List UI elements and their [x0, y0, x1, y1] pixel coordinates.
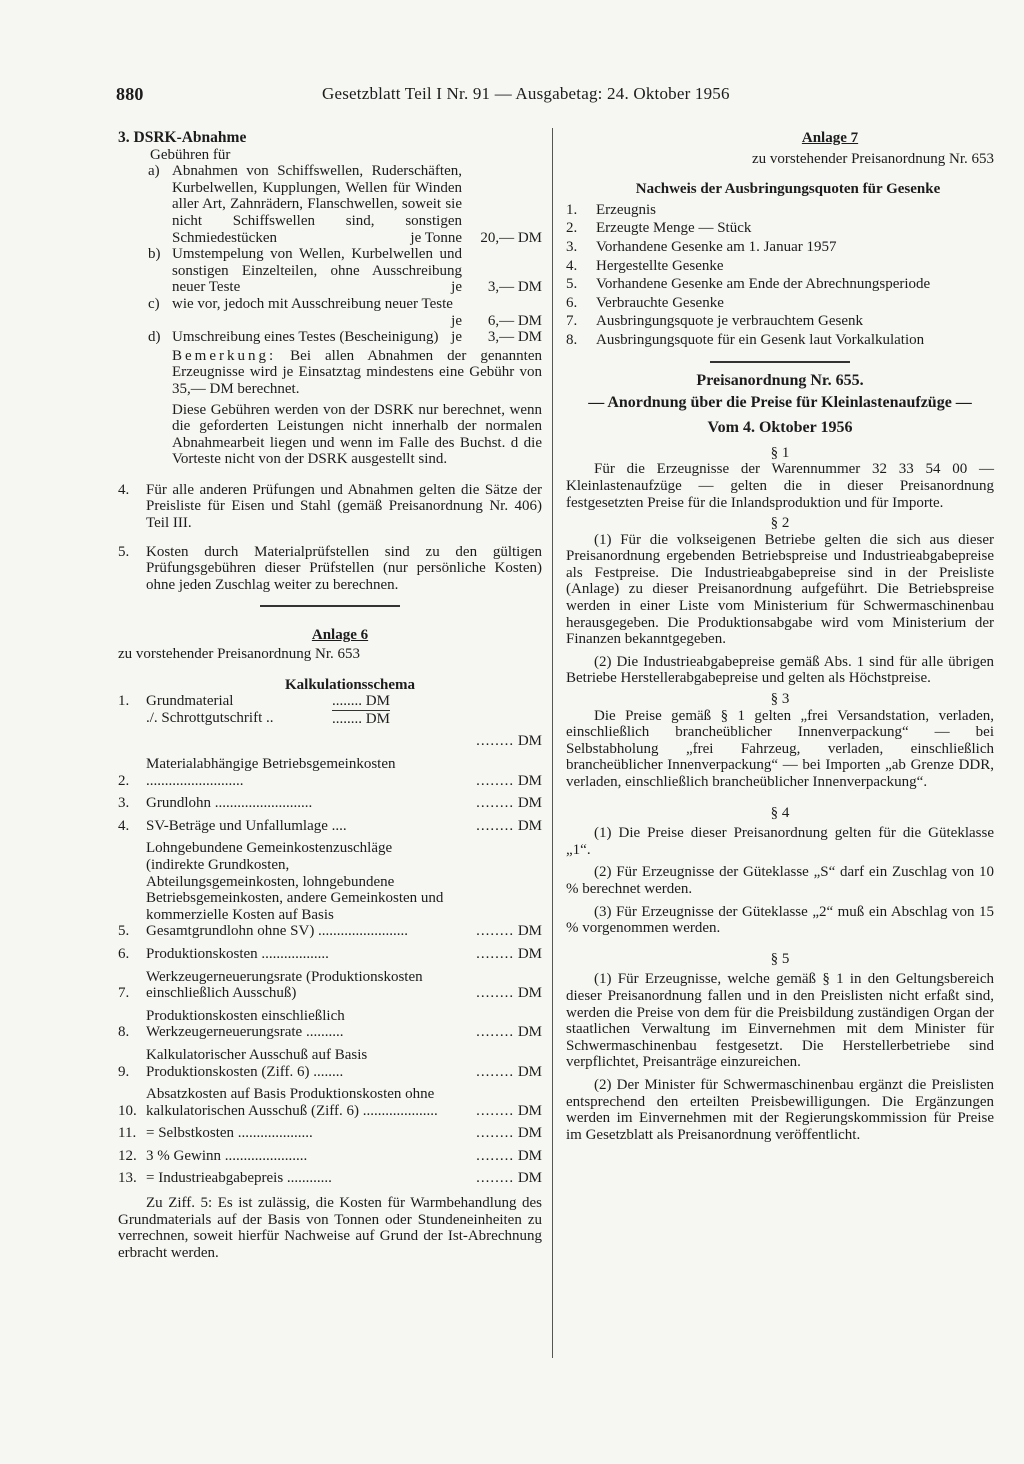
- kalk-unit: DM: [517, 923, 542, 940]
- fee-list: [118, 163, 542, 346]
- fee-item-text: [172, 296, 462, 329]
- anlage-7-title: [566, 130, 994, 147]
- fee-item-unit: je: [451, 329, 462, 346]
- kalkulation-title: Kalkulationsschema: [284, 676, 416, 693]
- fee-item-amount: 20,— DM: [480, 229, 542, 246]
- kalk-unit: DM: [517, 945, 542, 962]
- pa-title: Preisanordnung Nr. 655.: [696, 371, 864, 389]
- fee-item-unit: je: [451, 312, 462, 329]
- paragraph-3-heading: § 3: [770, 691, 790, 708]
- kalk-dots: ........: [476, 1125, 515, 1142]
- point-4: [118, 482, 542, 532]
- kalk-unit: DM: [517, 817, 542, 834]
- nachweis-text: Vorhandene Gesenke am 1. Januar 1957: [596, 238, 837, 255]
- nachweis-item: [566, 313, 994, 330]
- kalk-amount: [444, 923, 542, 940]
- bemerkung-label: Bemerkung:: [172, 347, 277, 364]
- kalk-amount: [444, 733, 542, 750]
- nachweis-text: Verbrauchte Gesenke: [596, 294, 724, 311]
- kalk-row: [118, 1148, 542, 1165]
- paragraph-4-p1: (1) Die Preise dieser Preisanordnung gelten für die Güteklasse „1“.: [566, 825, 994, 858]
- nachweis-text: Erzeugte Menge — Stück: [596, 220, 752, 237]
- fee-item: [148, 296, 542, 329]
- fee-item-amount: 3,— DM: [487, 279, 542, 296]
- anlage-6-subtitle: zu vorstehender Preisanordnung Nr. 653: [118, 646, 361, 663]
- fee-item-unit: je: [451, 279, 462, 296]
- kalk-text: Lohngebundene Gemeinkostenzuschläge (indirekte Grundkosten, Abteilungsgemeinkosten, lohngebundene Betriebsgemeinkosten, andere Gemeinkosten und kommerzielle Kosten auf Basis Gesamtgrundlohn ohne SV) ........................: [146, 840, 444, 940]
- point-5: [118, 544, 542, 594]
- kalk-row-1b: [118, 710, 542, 728]
- kalk-dots: ........: [476, 1024, 515, 1041]
- nachweis-num: 8.: [566, 331, 578, 348]
- kalk-text: Werkzeugerneuerungsrate (Produktionskosten einschließlich Ausschuß): [146, 968, 423, 1002]
- kalk-num: 9.: [118, 1063, 130, 1080]
- section-3-subtitle: Gebühren für: [150, 146, 231, 163]
- fee-item-unit: je Tonne: [410, 229, 462, 246]
- paragraph-5-p2: (2) Der Minister für Schwermaschinenbau ergänzt die Preislisten entsprechend den erteilten Preisbewilligungen. Die Ergänzungen werden im Einvernehmen mit der Regierungskommission für Preise im Gesetzblatt als Preisanordnung veröffentlicht.: [566, 1076, 994, 1143]
- kalk-num: 3.: [118, 795, 130, 812]
- fee-item-label: d): [148, 329, 161, 346]
- kalk-text: [146, 693, 444, 710]
- paragraph-1-text: Für die Erzeugnisse der Warennummer 32 33 54 00 — Kleinlastenaufzüge — gelten die in dieser Preisanordnung festgesetzten Preise für die Inlandsproduktion und für Importe.: [566, 461, 994, 511]
- kalk-amount: [444, 1064, 542, 1081]
- kalk-text: Grundlohn ..........................: [146, 795, 313, 812]
- kalk-row: [118, 1125, 542, 1142]
- fee-item-text: [172, 163, 462, 246]
- kalk-1b-amount: ........ DM: [332, 710, 390, 727]
- nachweis-item: [566, 332, 994, 349]
- nachweis-text: Ausbringungsquote für ein Gesenk laut Vorkalkulation: [596, 331, 925, 348]
- nachweis-num: 1.: [566, 201, 578, 218]
- left-column: [118, 130, 542, 1261]
- kalk-amount: [444, 1170, 542, 1187]
- kalk-amount: [444, 795, 542, 812]
- kalk-text: Produktionskosten ..................: [146, 945, 329, 962]
- nachweis-item: [566, 239, 994, 256]
- kalk-row: [118, 969, 542, 1002]
- nachweis-num: 3.: [566, 238, 578, 255]
- kalk-dots: ........: [476, 923, 515, 940]
- nachweis-text: Vorhandene Gesenke am Ende der Abrechnungsperiode: [596, 276, 931, 293]
- kalk-text: [146, 710, 444, 728]
- kalk-amount: [444, 1125, 542, 1142]
- bemerkung-text: Bei allen Abnahmen der genannten Erzeugnisse wird je Einsatztag mindestens eine Gebühr von 35,— DM berechnet.: [172, 347, 542, 397]
- kalk-row-1: [118, 693, 542, 710]
- kalk-dots: ........: [476, 733, 515, 750]
- kalk-unit: DM: [517, 1063, 542, 1080]
- fee-item: [148, 163, 542, 246]
- kalk-row: [118, 795, 542, 812]
- kalk-row: [118, 946, 542, 963]
- kalk-row: [118, 1047, 542, 1080]
- page-title: Gesetzblatt Teil I Nr. 91 — Ausgabetag: 24. Oktober 1956: [322, 84, 730, 103]
- fee-item-desc: wie vor, jedoch mit Ausschreibung neuer Teste: [172, 295, 453, 312]
- kalk-unit: DM: [517, 772, 542, 789]
- kalk-row: [118, 840, 542, 940]
- anlage-7-subtitle: zu vorstehender Preisanordnung Nr. 653: [751, 150, 994, 167]
- column-divider: [552, 128, 553, 1358]
- kalk-amount: [444, 818, 542, 835]
- anlage-6-title: [118, 627, 542, 644]
- paragraph-2-heading: § 2: [770, 515, 790, 532]
- kalk-row: [118, 1086, 542, 1119]
- section-rule: [260, 605, 400, 607]
- nachweis-title: Nachweis der Ausbringungsquoten für Gesenke: [635, 181, 941, 198]
- paragraph-2-p2: (2) Die Industrieabgabepreise gemäß Abs. 1 sind für alle übrigen Betriebe Herstellerabgabepreise und gelten als Höchstpreise.: [566, 653, 994, 687]
- kalk-row: [118, 756, 542, 789]
- fee-item-label: a): [148, 163, 160, 180]
- kalk-unit: DM: [517, 1125, 542, 1142]
- kalk-dots: ........: [476, 1170, 515, 1187]
- nachweis-text: Hergestellte Gesenke: [596, 257, 724, 274]
- nachweis-num: 2.: [566, 220, 578, 237]
- kalk-dots: ........: [476, 1102, 515, 1119]
- kalk-num: 11.: [118, 1125, 137, 1142]
- pa-subtitle: — Anordnung über die Preise für Kleinlastenaufzüge —: [588, 394, 972, 412]
- kalk-text: Materialabhängige Betriebsgemeinkosten ..........................: [146, 756, 396, 789]
- fee-item-desc: Umstempelung von Wellen, Kurbelwellen und sonstigen Einzelteilen, ohne Ausschreibung neuer Teste: [172, 246, 462, 296]
- nachweis-item: [566, 295, 994, 312]
- kalk-row: [118, 1170, 542, 1187]
- paragraph-3-text: Die Preise gemäß § 1 gelten „frei Versandstation, verladen, einschließlich brancheüblicher Innenverpackung“ — bei Selbstabholung „frei Fahrzeug, verladen, einschließlich brancheüblicher Innenverpackung“ — bei Importen „ab Grenze DDR, verladen, einschließlich brancheüblicher Innenverpackung“.: [566, 707, 994, 790]
- paragraph-1-heading: § 1: [770, 444, 790, 461]
- paragraph-5-heading: § 5: [770, 950, 790, 967]
- kalk-num: 12.: [118, 1147, 137, 1164]
- kalk-amount: [444, 985, 542, 1002]
- kalk-amount: [444, 1148, 542, 1165]
- kalk-unit: DM: [517, 795, 542, 812]
- nachweis-list: [566, 202, 994, 349]
- kalk-text: Produktionskosten einschließlich Werkzeugerneuerungsrate ..........: [146, 1007, 345, 1041]
- nachweis-item: [566, 276, 994, 293]
- nachweis-text: Erzeugnis: [596, 201, 656, 218]
- bemerkung-paragraph: Diese Gebühren werden von der DSRK nur berechnet, wenn die geforderten Leistungen nicht innerhalb der normalen Abnahmearbeit liegen und wenn im Falle des Buchst. d die Vorteste nicht von der DSRK ausgestellt sind.: [172, 401, 542, 468]
- fee-item-label: b): [148, 246, 161, 263]
- kalk-text: Absatzkosten auf Basis Produktionskosten ohne kalkulatorischen Ausschuß (Ziff. 6) ....................: [146, 1086, 438, 1119]
- fee-item-text: [172, 329, 462, 346]
- kalk-unit: DM: [517, 1024, 542, 1041]
- kalk-dots: ........: [476, 1147, 515, 1164]
- nachweis-item: [566, 220, 994, 237]
- kalk-1b-text: ./. Schrottgutschrift ..: [146, 709, 274, 726]
- paragraph-2-p1: (1) Für die volkseigenen Betriebe gelten die sich aus dieser Preisanordnung ergebenden Betriebspreise und Industrieabgabepreise als Festpreise. Die Industrieabgabepreise sind in der Preisliste (Anlage) zu dieser Preisanordnung aufgeführt. Die Betriebspreise werden in einer Liste vom Ministerium für Schwermaschinenbau herausgegeben. Die Produktionsabgabe wird vom Ministerium der Finanzen bekanntgegeben.: [566, 531, 994, 648]
- fee-item-label: c): [148, 295, 160, 312]
- point-5-text: Kosten durch Materialprüfstellen sind zu den gültigen Prüfungsgebühren dieser Prüfstellen (nur persönliche Kosten) ohne jeden Zuschlag weiter zu berechnen.: [146, 543, 542, 593]
- nachweis-num: 7.: [566, 313, 578, 330]
- right-column: [566, 130, 994, 1143]
- nachweis-num: 4.: [566, 257, 578, 274]
- fee-item: [148, 246, 542, 296]
- fee-item-desc: Abnahmen von Schiffswellen, Ruderschäften, Kurbelwellen, Kupplungen, Wellen für Winden aller Art, Zahnrädern, Flanschwellen, soweit sie nicht Schiffswellen sind, sonstigen Schmiedestücken: [172, 163, 462, 246]
- nachweis-num: 6.: [566, 294, 578, 311]
- page-header: [116, 84, 806, 114]
- footnote: Zu Ziff. 5: Es ist zulässig, die Kosten für Warmbehandlung des Grundmaterials auf der Basis von Tonnen oder Stundeneinheiten zu verrechnen, soweit hierfür Nachweise auf Grund der Ist-Abrechnung erbracht werden.: [118, 1195, 542, 1261]
- kalk-text: Kalkulatorischer Ausschuß auf Basis Produktionskosten (Ziff. 6) ........: [146, 1046, 368, 1080]
- kalk-num: 13.: [118, 1170, 137, 1187]
- kalk-unit: DM: [517, 1102, 542, 1119]
- kalk-num: 6.: [118, 945, 130, 962]
- kalk-amount: [444, 1024, 542, 1041]
- section-3-title: 3. DSRK-Abnahme: [118, 129, 247, 146]
- point-4-number: 4.: [118, 481, 130, 498]
- fee-item-desc: Umschreibung eines Testes (Bescheinigung): [172, 329, 439, 346]
- kalk-1a-amount: ........ DM: [332, 693, 390, 710]
- kalk-row: [118, 1008, 542, 1041]
- kalk-row: [118, 818, 542, 835]
- fee-item: [148, 329, 542, 346]
- kalk-dots: ........: [476, 945, 515, 962]
- page-number: 880: [116, 84, 144, 104]
- fee-item-amount: 3,— DM: [487, 329, 542, 346]
- kalk-1a-text: Grundmaterial: [146, 693, 234, 710]
- kalk-text: = Industrieabgabepreis ............: [146, 1170, 332, 1187]
- bemerkung: [118, 348, 542, 398]
- kalk-dots: ........: [476, 985, 515, 1002]
- kalk-unit: DM: [517, 733, 542, 750]
- kalk-unit: DM: [517, 985, 542, 1002]
- kalk-unit: DM: [517, 1170, 542, 1187]
- kalk-num: 10.: [118, 1102, 137, 1119]
- kalk-num: 2.: [118, 772, 130, 789]
- paragraph-5-p1: (1) Für Erzeugnisse, welche gemäß § 1 in den Geltungsbereich dieser Preisanordnung fallen und in den Preislisten nicht erfaßt sind, werden die Preise von dem für die Preisbildung zuständigen Organ der staatlichen Verwaltung im Einvernehmen mit dem Minister für Schwermaschinenbau festgesetzt. Die Herstellerbetriebe sind verpflichtet, Preisanträge einzureichen.: [566, 971, 994, 1071]
- fee-item-text: [172, 246, 462, 296]
- pa-date: Vom 4. Oktober 1956: [707, 419, 853, 437]
- fee-item-amount: 6,— DM: [487, 312, 542, 329]
- kalk-num: 7.: [118, 985, 130, 1002]
- kalk-text: 3 % Gewinn ......................: [146, 1147, 308, 1164]
- paragraph-4-p3: (3) Für Erzeugnisse der Güteklasse „2“ muß ein Abschlag von 15 % vorgenommen werden.: [566, 903, 994, 937]
- nachweis-text: Ausbringungsquote je verbrauchtem Gesenk: [596, 313, 864, 330]
- paragraph-4-p2: (2) Für Erzeugnisse der Güteklasse „S“ darf ein Zuschlag von 10 % berechnet werden.: [566, 864, 994, 897]
- kalk-num: 5.: [118, 923, 130, 940]
- kalk-num: 8.: [118, 1024, 130, 1041]
- kalk-num: 1.: [118, 693, 130, 710]
- kalk-dots: ........: [476, 772, 515, 789]
- kalk-num: 4.: [118, 817, 130, 834]
- point-4-text: Für alle anderen Prüfungen und Abnahmen gelten die Sätze der Preisliste für Eisen und Stahl (gemäß Preisanordnung Nr. 406) Teil III.: [146, 481, 542, 532]
- section-rule-right: [710, 361, 850, 363]
- kalk-amount: [444, 773, 542, 790]
- kalk-dots: ........: [476, 795, 515, 812]
- kalk-text: = Selbstkosten ....................: [146, 1125, 313, 1142]
- kalkulation-list: [118, 733, 542, 1187]
- anlage-6-label: Anlage 6: [311, 627, 369, 644]
- point-5-number: 5.: [118, 543, 130, 560]
- kalk-amount: [444, 946, 542, 963]
- nachweis-num: 5.: [566, 276, 578, 293]
- kalk-amount: [444, 1103, 542, 1120]
- anlage-7-label: Anlage 7: [801, 130, 859, 146]
- kalk-dots: ........: [476, 817, 515, 834]
- nachweis-item: [566, 202, 994, 219]
- nachweis-item: [566, 258, 994, 275]
- kalk-unit: DM: [517, 1147, 542, 1164]
- kalk-text: SV-Beträge und Unfallumlage ....: [146, 817, 347, 834]
- kalk-dots: ........: [476, 1063, 515, 1080]
- paragraph-4-heading: § 4: [770, 804, 790, 821]
- kalk-row: [118, 733, 542, 750]
